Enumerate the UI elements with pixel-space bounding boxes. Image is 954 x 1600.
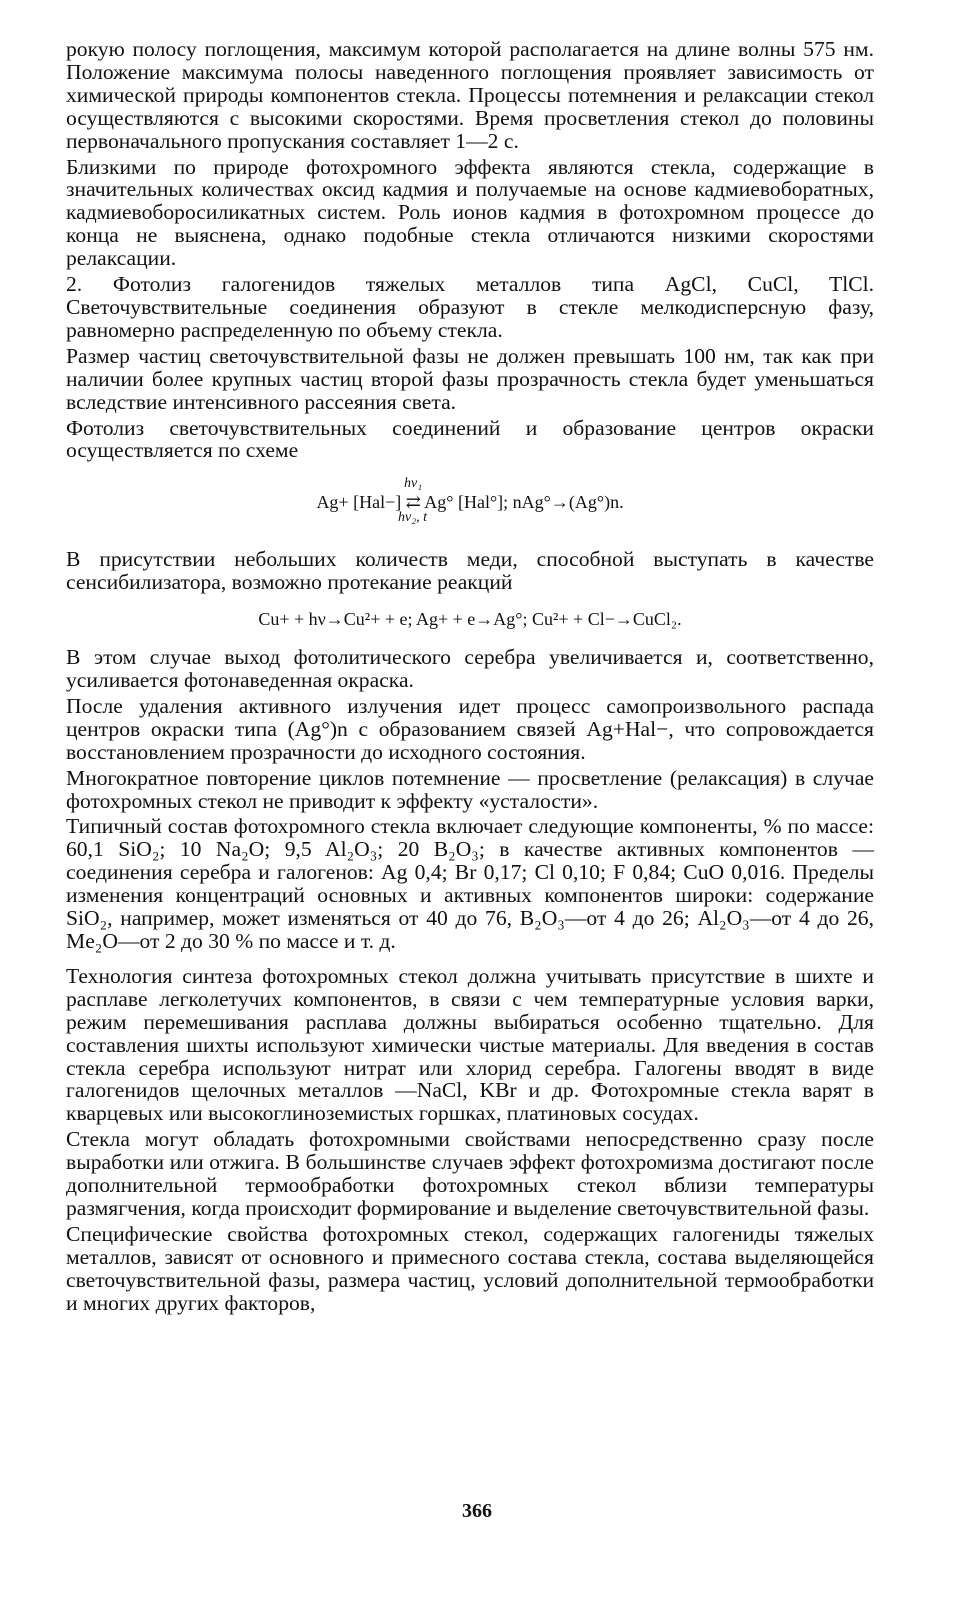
formula-photolysis	[66, 476, 874, 530]
page-body	[66, 38, 874, 1315]
paragraph-8: После удаления активного излучения идет процесс самопроизвольного распада центров окраски типа (Ag°)n с образованием связей Ag+Hal−, что сопровождается восстановлением прозрачности до исходного состояния.	[66, 693, 874, 764]
paragraph-12: Стекла могут обладать фотохромными свойствами непосредственно сразу после выработки или отжига. В большинстве случаев эффект фотохромизма достигают после дополнительной термообработки фотохромных стекол вблизи температуры размягчения, когда происходит формирование и выделение светочувствительной фазы.	[66, 1127, 874, 1220]
paragraph-13: Специфические свойства фотохромных стекол, содержащих галогениды тяжелых металлов, зависят от основного и примесного состава стекла, состава выделяющейся светочувствительной фазы, размера частиц, условий дополнительной термообработки и многих других факторов,	[66, 1221, 874, 1315]
page-number: 366	[462, 1500, 492, 1522]
paragraph-11: Технология синтеза фотохромных стекол должна учитывать присутствие в шихте и расплаве легколетучих компонентов, в связи с чем температурные условия варки, режим перемешивания расплава должны выбираться особенно тщательно. Для составления шихты используют химически чистые материалы. Для введения в состав стекла серебра используют нитрат или хлорид серебра. Галогены вводят в виде галогенидов щелочных металлов —NaCl, KBr и др. Фотохромные стекла варят в кварцевых или высокоглиноземистых горшках, платиновых сосудах.	[66, 963, 874, 1126]
formula-over-label: hν₁	[404, 476, 423, 492]
paragraph-10: Типичный состав фотохромного стекла включает следующие компоненты, % по массе: 60,1 SiO₂; 10 Na₂O; 9,5 Al₂O₃; 20 B₂O₃; в качестве активных компонентов — соединения серебра и галогенов: Ag 0,4; Br 0,17; Cl 0,10; F 0,84; CuO 0,016. Пределы изменения концентраций основных и активных компонентов широки: содержание SiO₂, например, может изменяться от 40 до 76, B₂O₃—от 4 до 26; Al₂O₃—от 4 до 26, Me₂O—от 2 до 30 % по массе и т. д.	[66, 814, 874, 953]
paragraph-3: 2. Фотолиз галогенидов тяжелых металлов типа AgCl, CuCl, TlCl. Светочувствительные соединения образуют в стекле мелкодисперсную фазу, равномерно распределенную по объему стекла.	[66, 272, 874, 342]
paragraph-4: Размер частиц светочувствительной фазы не должен превышать 100 нм, так как при наличии более крупных частиц второй фазы прозрачность стекла будет уменьшаться вследствие интенсивного рассеяния света.	[66, 343, 874, 414]
formula-main: Ag+ [Hal−] ⇄ Ag° [Hal°]; nAg°→(Ag°)n.	[316, 492, 624, 513]
paragraph-6: В присутствии небольших количеств меди, способной выступать в качестве сенсибилизатора, возможно протекание реакций	[66, 547, 874, 595]
formula-copper-reactions: Cu+ + hν→Cu²+ + e; Ag+ + e→Ag°; Cu²+ + Cl−→CuCl₂.	[258, 609, 682, 630]
paragraph-1: рокую полосу поглощения, максимум которой располагается на длине волны 575 нм. Положение максимума полосы наведенного поглощения проявляет зависимость от химической природы компонентов стекла. Процессы потемнения и релаксации стекол осуществляются с высокими скоростями. Время просветления стекол до половины первоначального пропускания составляет 1—2 с.	[66, 37, 874, 153]
formula-under-label: hν₂, t	[398, 510, 427, 526]
paragraph-5: Фотолиз светочувствительных соединений и образование центров окраски осуществляется по схеме	[66, 415, 874, 463]
paragraph-2: Близкими по природе фотохромного эффекта являются стекла, содержащие в значительных количествах оксид кадмия и получаемые на основе кадмиевоборатных, кадмиевоборосиликатных систем. Роль ионов кадмия в фотохромном процессе до конца не выяснена, однако подобные стекла отличаются низкими скоростями релаксации.	[66, 154, 874, 271]
paragraph-7: В этом случае выход фотолитического серебра увеличивается и, соответственно, усиливается фотонаведенная окраска.	[66, 645, 874, 693]
paragraph-9: Многократное повторение циклов потемнение — просветление (релаксация) в случае фотохромных стекол не приводит к эффекту «усталости».	[66, 765, 874, 813]
